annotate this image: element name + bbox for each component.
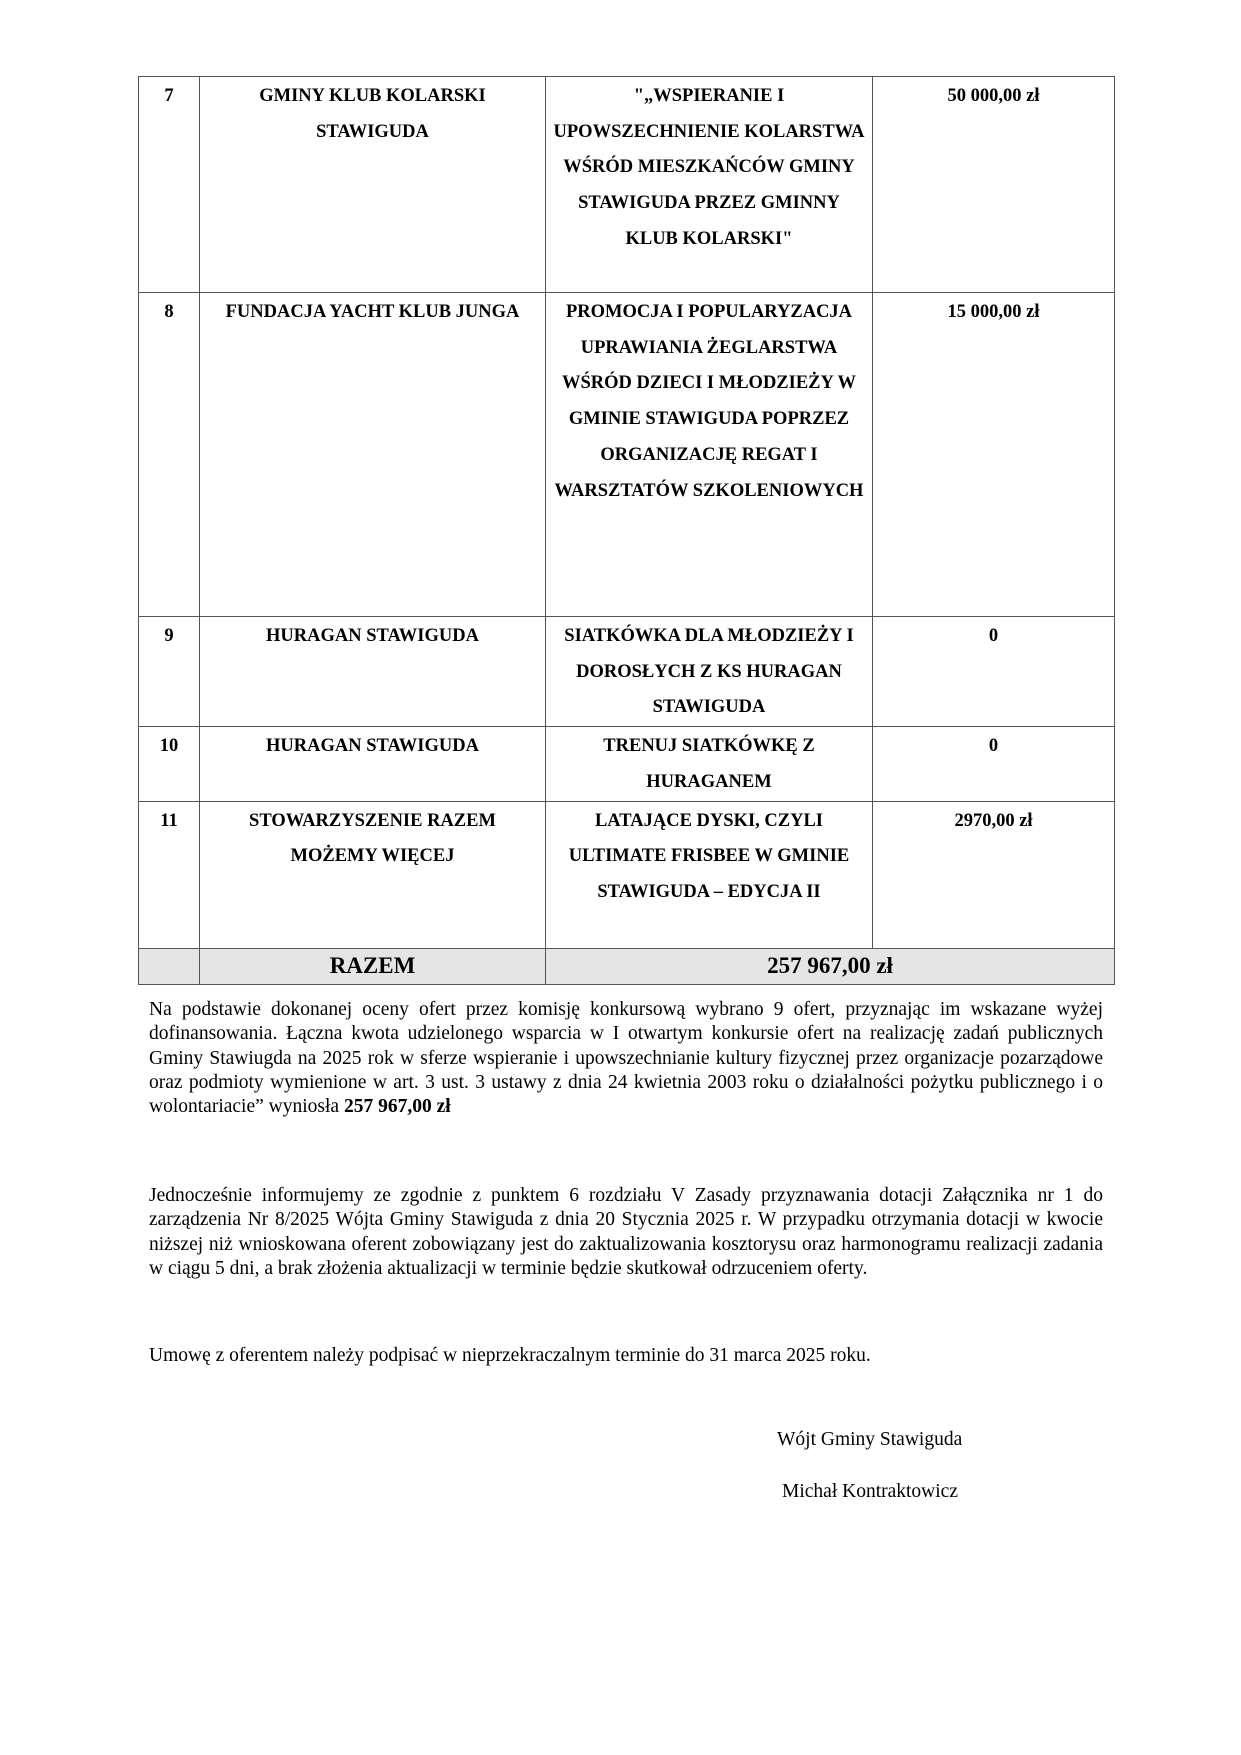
- table-row: [139, 801, 1115, 948]
- row-number: 10: [139, 727, 200, 801]
- row-number: 9: [139, 617, 200, 727]
- amount-cell: 0: [873, 617, 1115, 727]
- summary-total-amount: 257 967,00 zł: [343, 1096, 451, 1118]
- task-cell: "„WSPIERANIE I UPOWSZECHNIENIE KOLARSTWA WŚRÓD MIESZKAŃCÓW GMINY STAWIGUDA PRZEZ GMINNY KLUB KOLARSKI": [546, 77, 873, 293]
- amount-cell: 0: [873, 727, 1115, 801]
- signature-title: Wójt Gminy Stawiguda: [777, 1429, 963, 1450]
- organization-cell: FUNDACJA YACHT KLUB JUNGA: [200, 293, 546, 617]
- table-row: [139, 617, 1115, 727]
- organization-cell: HURAGAN STAWIGUDA: [200, 727, 546, 801]
- row-number: 8: [139, 293, 200, 617]
- information-paragraph: Jednocześnie informujemy ze zgodnie z punktem 6 rozdziału V Zasady przyznawania dotacji Załącznika nr 1 do zarządzenia Nr 8/2025 Wójta Gminy Stawiguda z dnia 20 Stycznia 2025 r. W przypadku otrzymania dotacji w kwocie niższej niż wnioskowana oferent zobowiązany jest do zaktualizowania kosztorysu oraz harmonogramu realizacji zadania w ciągu 5 dni, a brak złożenia aktualizacji w terminie będzie skutkował odrzuceniem oferty.: [149, 1185, 1103, 1279]
- table-row: [139, 77, 1115, 293]
- organization-cell: HURAGAN STAWIGUDA: [200, 617, 546, 727]
- total-row: [139, 948, 1115, 984]
- amount-cell: 50 000,00 zł: [873, 77, 1115, 293]
- total-amount: 257 967,00 zł: [546, 948, 1115, 984]
- awards-table: [138, 76, 1115, 985]
- amount-cell: 15 000,00 zł: [873, 293, 1115, 617]
- summary-text: Na podstawie dokonanej oceny ofert przez komisję konkursową wybrano 9 ofert, przyznając im wskazane wyżej dofinansowania. Łączna kwota udzielonego wsparcia w I otwartym konkursie ofert na realizację zadań publicznych Gminy Stawiugda na 2025 rok w sferze wspieranie i upowszechnianie kultury fizycznej przez organizacje pozarządowe oraz podmioty wymienione w art. 3 ust. 3 ustawy z dnia 24 kwietnia 2003 roku o działalności pożytku publicznego i o wolontariacie” wyniosła: [149, 999, 1103, 1118]
- summary-paragraph: [149, 998, 1103, 1119]
- contract-deadline-paragraph: Umowę z oferentem należy podpisać w nieprzekraczalnym terminie do 31 marca 2025 roku.: [149, 1345, 871, 1366]
- total-empty-cell: [139, 948, 200, 984]
- table-row: [139, 727, 1115, 801]
- task-cell: SIATKÓWKA DLA MŁODZIEŻY I DOROSŁYCH Z KS HURAGAN STAWIGUDA: [546, 617, 873, 727]
- total-label: RAZEM: [200, 948, 546, 984]
- task-cell: TRENUJ SIATKÓWKĘ Z HURAGANEM: [546, 727, 873, 801]
- row-number: 11: [139, 801, 200, 948]
- amount-cell: 2970,00 zł: [873, 801, 1115, 948]
- signature-name: Michał Kontraktowicz: [782, 1481, 958, 1502]
- task-cell: LATAJĄCE DYSKI, CZYLI ULTIMATE FRISBEE W GMINIE STAWIGUDA – EDYCJA II: [546, 801, 873, 948]
- task-cell: PROMOCJA I POPULARYZACJA UPRAWIANIA ŻEGLARSTWA WŚRÓD DZIECI I MŁODZIEŻY W GMINIE STAWIGUDA POPRZEZ ORGANIZACJĘ REGAT I WARSZTATÓW SZKOLENIOWYCH: [546, 293, 873, 617]
- row-number: 7: [139, 77, 200, 293]
- table-row: [139, 293, 1115, 617]
- organization-cell: STOWARZYSZENIE RAZEM MOŻEMY WIĘCEJ: [200, 801, 546, 948]
- organization-cell: GMINY KLUB KOLARSKI STAWIGUDA: [200, 77, 546, 293]
